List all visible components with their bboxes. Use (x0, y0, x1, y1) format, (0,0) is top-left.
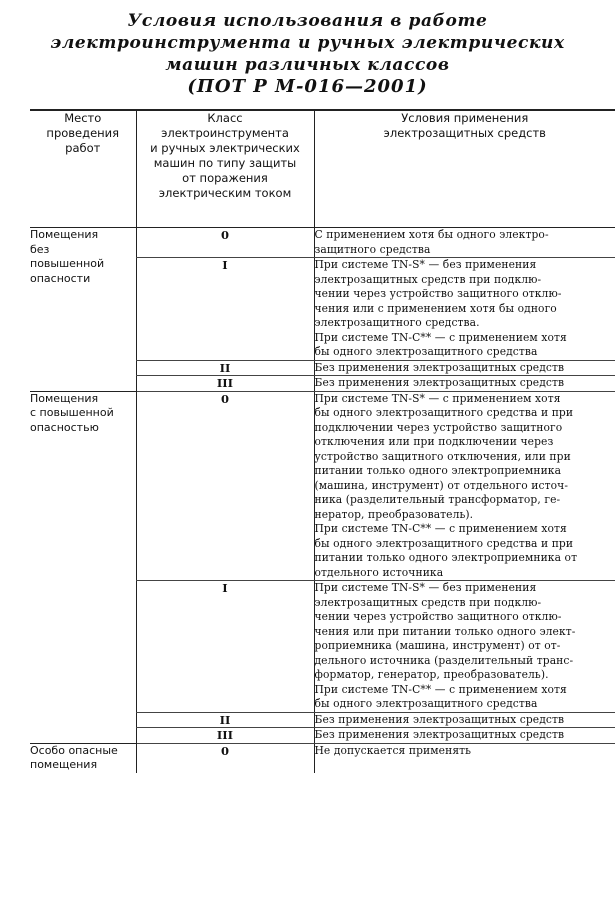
condition-line: Без применения электрозащитных средств (314, 712, 565, 726)
table-row (30, 743, 615, 773)
work-place-line: помещения (30, 758, 98, 771)
work-place-line: опасности (30, 271, 91, 285)
work-place-line: Особо опасные (30, 743, 118, 757)
table-row (30, 391, 615, 581)
protection-class-cell: 0 (136, 391, 314, 581)
work-place-cell (30, 391, 136, 743)
header-class (136, 110, 314, 228)
protection-class-cell: II (136, 712, 314, 728)
title-line: машин различных классов (165, 55, 450, 75)
document-title (0, 10, 615, 98)
condition-line: При системе TN-S* — без применения (314, 258, 537, 271)
condition-line: При системе TN-C** — с применением хотя (314, 522, 567, 535)
condition-line: При системе TN-S* — без применения (314, 581, 537, 594)
title-line: Условия использования в работе (127, 11, 488, 31)
header-line: Класс (207, 111, 243, 125)
condition-line: чении через устройство защитного отклю- (314, 610, 562, 623)
condition-line: ника (разделительный трансформатор, ге- (314, 493, 561, 506)
header-line: Условия применения (401, 111, 529, 125)
condition-line: При системе TN-C** — с применением хотя (314, 682, 567, 696)
table-body (30, 228, 615, 773)
protection-class-cell: II (136, 360, 314, 376)
work-place-line: Помещения (30, 228, 99, 241)
work-place-line: с повышенной (30, 406, 114, 419)
protection-class-cell: 0 (136, 228, 314, 258)
header-line: Место (64, 111, 102, 125)
work-place-cell (30, 228, 136, 392)
header-line: электрозащитных средств (383, 126, 546, 140)
table-header (30, 110, 615, 228)
condition-line: электрозащитных средств при подклю- (314, 272, 542, 286)
condition-line: При системе TN-C** — с применением хотя (314, 330, 567, 344)
header-place (30, 110, 136, 228)
condition-line: бы одного электрозащитного средства и при (314, 536, 574, 550)
condition-line: питании только одного электроприемника (314, 464, 562, 477)
condition-line: электрозащитных средств при подклю- (314, 595, 542, 609)
conditions-cell (314, 712, 615, 728)
protection-class-cell: 0 (136, 743, 314, 773)
protection-class-cell: III (136, 728, 314, 744)
condition-line: защитного средства (314, 242, 431, 256)
conditions-cell (314, 391, 615, 581)
conditions-cell (314, 728, 615, 744)
header-line: проведения (46, 126, 120, 140)
title-line: электроинструмента и ручных электрических (50, 33, 565, 53)
condition-line: дельного источника (разделительный транс- (314, 653, 574, 667)
condition-line: питании только одного электроприемника от (314, 551, 578, 564)
condition-line: При системе TN-S* — с применением хотя (314, 391, 561, 405)
condition-line: Без применения электрозащитных средств (314, 376, 565, 389)
protection-class-cell: III (136, 376, 314, 392)
conditions-cell (314, 743, 615, 773)
condition-line: электрозащитного средства. (314, 316, 480, 329)
work-place-line: без (30, 242, 50, 256)
header-line: электроинструмента (161, 126, 289, 140)
table-row (30, 228, 615, 258)
header-line: от поражения (182, 171, 268, 185)
work-place-line: Помещения (30, 391, 99, 405)
condition-line: отключения или при подключении через (314, 435, 554, 448)
condition-line: Без применения электрозащитных средств (314, 360, 565, 374)
condition-line: чения или с применением хотя бы одного (314, 301, 557, 315)
title-standard-ref: (ПОТ Р М-016—2001) (187, 76, 428, 97)
condition-line: нератор, преобразователь). (314, 507, 474, 521)
work-place-cell (30, 743, 136, 773)
condition-line: подключении через устройство защитного (314, 420, 563, 434)
conditions-table (30, 109, 615, 773)
work-place-line: повышенной (30, 257, 105, 270)
condition-line: роприемника (машина, инструмент) от от- (314, 639, 561, 652)
header-line: машин по типу защиты (153, 156, 297, 170)
work-place-line: опасностью (30, 420, 99, 434)
conditions-cell (314, 228, 615, 258)
condition-line: Не допускается применять (314, 743, 472, 757)
conditions-cell (314, 581, 615, 713)
condition-line: бы одного электрозащитного средства (314, 697, 538, 710)
condition-line: Без применения электрозащитных средств (314, 728, 565, 741)
conditions-cell (314, 360, 615, 376)
header-conditions (314, 110, 615, 228)
condition-line: чении через устройство защитного отклю- (314, 287, 562, 300)
protection-class-cell: I (136, 581, 314, 713)
conditions-cell (314, 376, 615, 392)
condition-line: бы одного электрозащитного средства (314, 345, 538, 358)
condition-line: бы одного электрозащитного средства и при (314, 406, 574, 419)
header-line: работ (65, 141, 101, 155)
condition-line: чения или при питании только одного элект- (314, 624, 576, 638)
condition-line: С применением хотя бы одного электро- (314, 228, 549, 241)
condition-line: отдельного источника (314, 565, 444, 579)
conditions-cell (314, 258, 615, 361)
condition-line: устройство защитного отключения, или при (314, 449, 571, 463)
header-line: и ручных электрических (150, 141, 300, 155)
condition-line: (машина, инструмент) от отдельного источ- (314, 478, 569, 492)
header-line: электрическим током (158, 186, 292, 200)
condition-line: форматор, генератор, преобразователь). (314, 668, 549, 681)
protection-class-cell: I (136, 258, 314, 361)
